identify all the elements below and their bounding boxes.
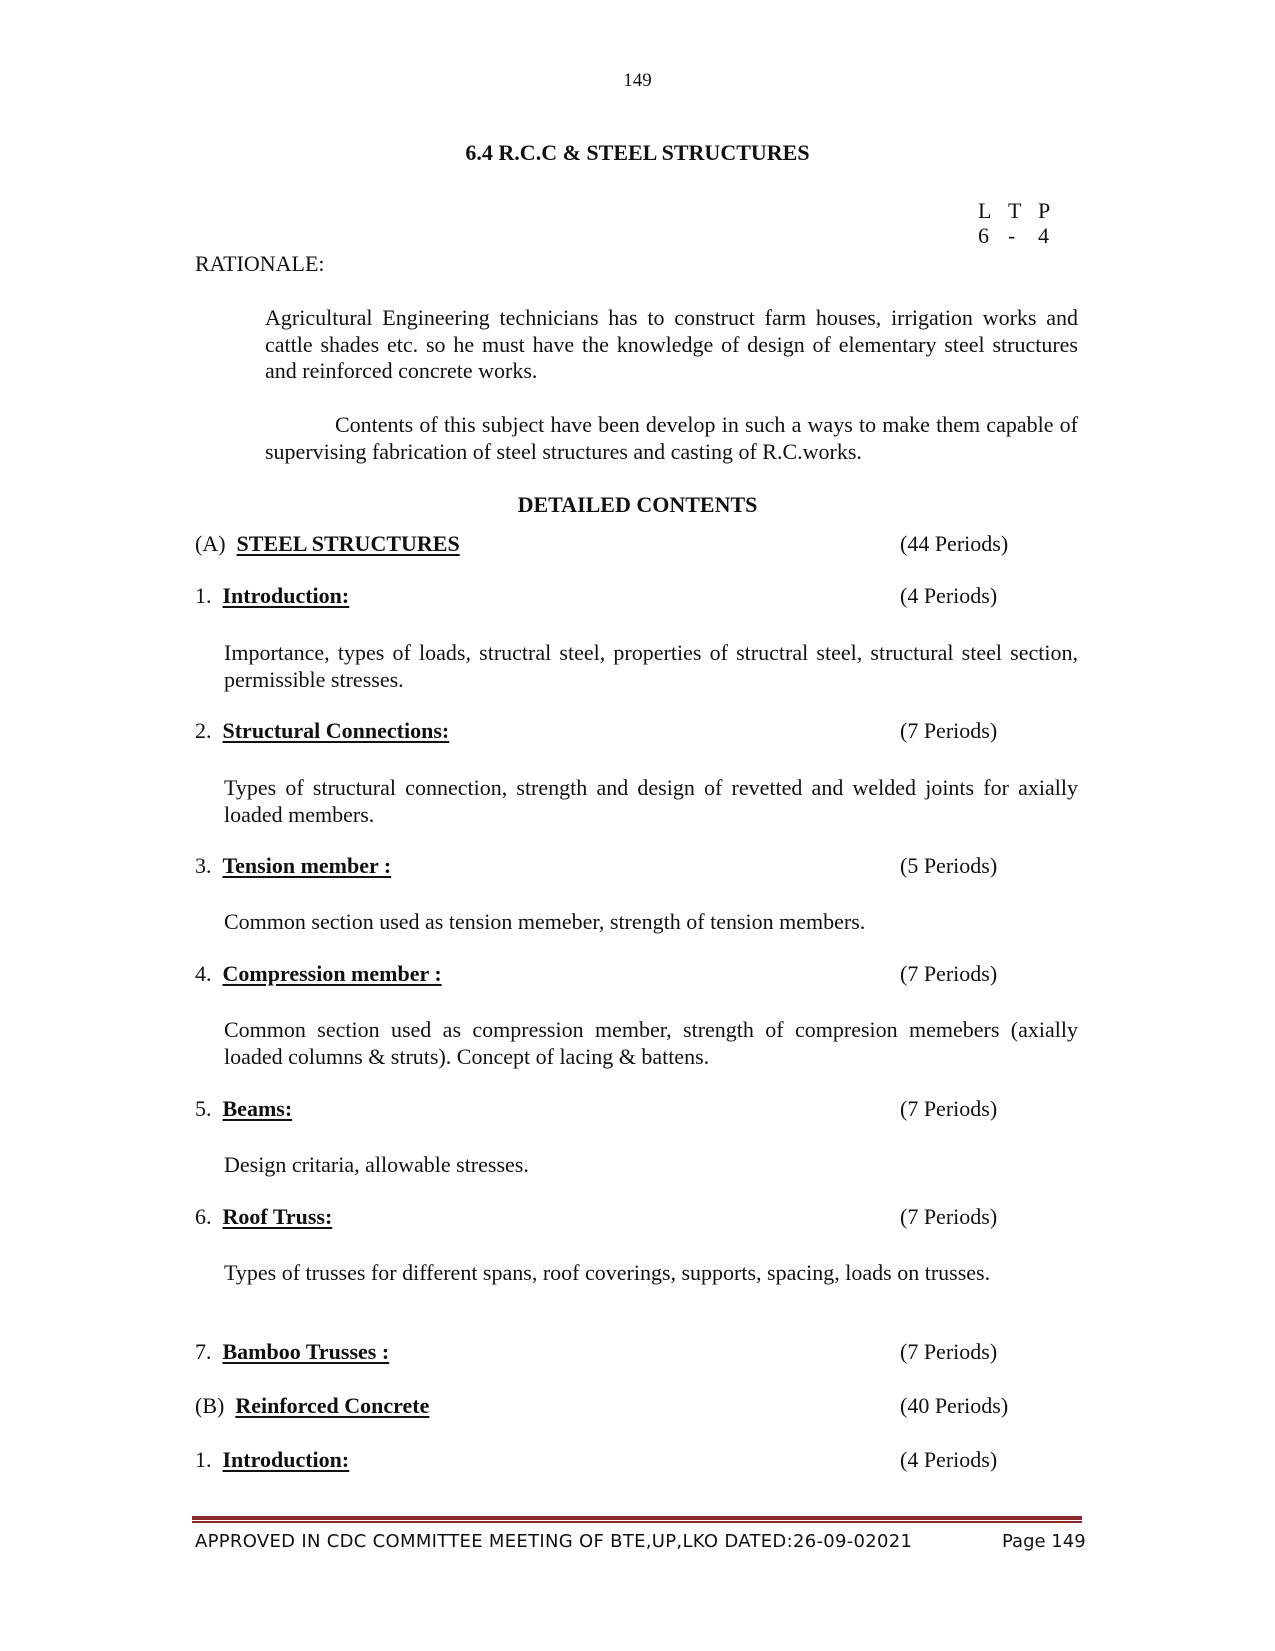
- section-description: Types of trusses for different spans, roof coverings, supports, spacing, loads on trusses.: [224, 1260, 991, 1285]
- section-number: 2.: [195, 718, 212, 743]
- section-heading-row: [195, 718, 449, 744]
- rationale-paragraph-1: Agricultural Engineering technicians has to construct farm houses, irrigation works and cattle shades etc. so he must have the knowledge of design of elementary steel structures and reinforced concrete works.: [265, 305, 1078, 383]
- part-b-heading-row: [195, 1393, 429, 1419]
- part-a-periods: (44 Periods): [900, 531, 1009, 556]
- section-description: Importance, types of loads, structral steel, properties of structral steel, structural steel section, permissible stresses.: [224, 640, 1078, 692]
- section-periods: (4 Periods): [900, 1447, 998, 1472]
- section-heading: Tension member :: [222, 853, 392, 878]
- footer-approval-text: APPROVED IN CDC COMMITTEE MEETING OF BTE,UP,LKO DATED:26-09-02021: [195, 1531, 913, 1552]
- part-a-heading: STEEL STRUCTURES: [236, 531, 460, 556]
- footer-rule: [192, 1516, 1082, 1523]
- ltp-label-p: P: [1038, 198, 1051, 223]
- section-heading-row: [195, 1447, 349, 1473]
- rationale-paragraph-2: Contents of this subject have been develop in such a ways to make them capable of supervising fabrication of steel structures and casting of R.C.works.: [265, 412, 1078, 464]
- ltp-values-row: [978, 223, 1068, 248]
- part-a-heading-row: [195, 531, 460, 557]
- section-periods: (7 Periods): [900, 1204, 998, 1229]
- section-periods: (7 Periods): [900, 1339, 998, 1364]
- section-heading: Introduction:: [222, 1447, 350, 1472]
- section-heading-row: [195, 1204, 332, 1230]
- section-number: 7.: [195, 1339, 212, 1364]
- part-a-marker: (A): [195, 531, 226, 556]
- section-heading-row: [195, 583, 349, 609]
- ltp-value-t: -: [1008, 223, 1016, 248]
- section-number: 4.: [195, 961, 212, 986]
- section-heading: Roof Truss:: [222, 1204, 333, 1229]
- part-b-marker: (B): [195, 1393, 225, 1418]
- section-description: Common section used as tension memeber, strength of tension members.: [224, 909, 866, 934]
- rationale-label: RATIONALE:: [195, 251, 325, 276]
- ltp-value-p: 4: [1038, 223, 1049, 248]
- part-b-periods: (40 Periods): [900, 1393, 1009, 1418]
- section-heading-row: [195, 1339, 389, 1365]
- ltp-label-t: T: [1008, 198, 1022, 223]
- section-periods: (7 Periods): [900, 1096, 998, 1121]
- section-description: Types of structural connection, strength and design of revetted and welded joints for axially loaded members.: [224, 775, 1078, 827]
- section-number: 3.: [195, 853, 212, 878]
- subject-title: 6.4 R.C.C & STEEL STRUCTURES: [465, 140, 810, 165]
- ltp-labels-row: [978, 198, 1068, 223]
- section-heading-row: [195, 961, 442, 987]
- section-heading: Structural Connections:: [222, 718, 450, 743]
- page-number: 149: [623, 70, 652, 91]
- section-heading-row: [195, 853, 391, 879]
- detailed-contents-heading: DETAILED CONTENTS: [517, 492, 758, 517]
- ltp-table: [978, 198, 1068, 248]
- section-heading: Bamboo Trusses :: [222, 1339, 390, 1364]
- footer-page-label: Page 149: [1002, 1531, 1086, 1552]
- section-periods: (7 Periods): [900, 961, 998, 986]
- part-b-heading: Reinforced Concrete: [235, 1393, 430, 1418]
- section-heading: Compression member :: [222, 961, 442, 986]
- section-number: 1.: [195, 583, 212, 608]
- section-number: 1.: [195, 1447, 212, 1472]
- section-heading: Beams:: [222, 1096, 293, 1121]
- section-periods: (4 Periods): [900, 583, 998, 608]
- section-number: 6.: [195, 1204, 212, 1229]
- section-description: Design critaria, allowable stresses.: [224, 1152, 529, 1177]
- ltp-value-l: 6: [978, 223, 989, 248]
- section-periods: (5 Periods): [900, 853, 998, 878]
- section-description: Common section used as compression member, strength of compresion memebers (axially loaded columns & struts). Concept of lacing & battens.: [224, 1017, 1078, 1069]
- section-number: 5.: [195, 1096, 212, 1121]
- section-heading-row: [195, 1096, 292, 1122]
- ltp-label-l: L: [978, 198, 992, 223]
- section-periods: (7 Periods): [900, 718, 998, 743]
- section-heading: Introduction:: [222, 583, 350, 608]
